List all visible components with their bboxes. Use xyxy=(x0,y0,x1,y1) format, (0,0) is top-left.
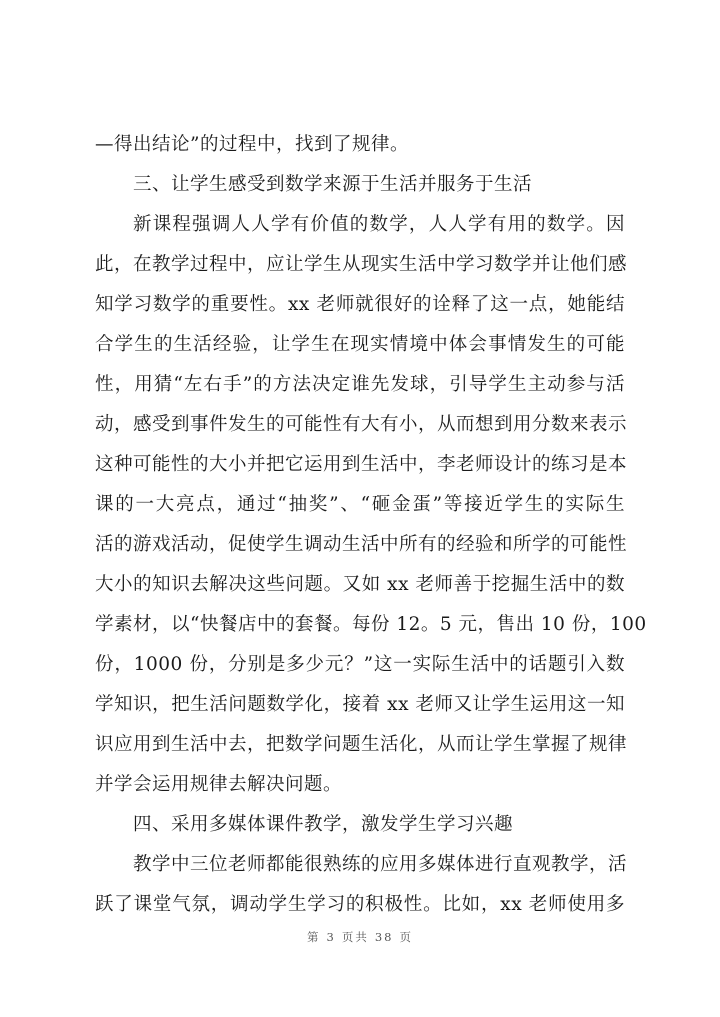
footer-middle: 页共 xyxy=(341,930,369,944)
text-line: —得出结论”的过程中，找到了规律。 xyxy=(95,134,409,155)
text-line: 这种可能性的大小并把它运用到生活中，李老师设计的练习是本 xyxy=(95,454,628,475)
text-line: 教学中三位老师都能很熟练的应用多媒体进行直观教学，活 xyxy=(133,854,628,875)
text-line: 性，用猜“左右手”的方法决定谁先发球，引导学生主动参与活 xyxy=(95,374,625,395)
footer-suffix: 页 xyxy=(399,930,413,944)
text-line: 识应用到生活中去，把数学问题生活化，从而让学生掌握了规律 xyxy=(95,734,628,755)
text-line: 课的一大亮点，通过“抽奖”、“砸金蛋”等接近学生的实际生 xyxy=(95,494,625,515)
text-line: 大小的知识去解决这些问题。又如 xx 老师善于挖掘生活中的数 xyxy=(95,574,625,595)
text-line: 知学习数学的重要性。xx 老师就很好的诠释了这一点，她能结 xyxy=(95,294,625,315)
text-line: 新课程强调人人学有价值的数学，人人学有用的数学。因 xyxy=(133,214,625,235)
section-heading: 三、让学生感受到数学来源于生活并服务于生活 xyxy=(133,174,533,195)
section-heading: 四、采用多媒体课件教学，激发学生学习兴趣 xyxy=(133,814,514,835)
footer-total-pages: 38 xyxy=(374,930,394,944)
text-line: 合学生的生活经验，让学生在现实情境中体会事情发生的可能 xyxy=(95,334,625,355)
text-line: 活的游戏活动，促使学生调动生活中所有的经验和所学的可能性 xyxy=(95,534,628,555)
footer-prefix: 第 xyxy=(307,930,321,944)
text-line: 学素材，以“快餐店中的套餐。每份 12。5 元，售出 10 份，100 xyxy=(95,614,647,635)
text-line: 跃了课堂气氛，调动学生学习的积极性。比如，xx 老师使用多 xyxy=(95,894,625,915)
text-line: 学知识，把生活问题数学化，接着 xx 老师又让学生运用这一知 xyxy=(95,694,625,715)
text-line: 并学会运用规律去解决问题。 xyxy=(95,774,343,795)
text-line: 动，感受到事件发生的可能性有大有小，从而想到用分数来表示 xyxy=(95,414,628,435)
footer-current-page: 3 xyxy=(326,930,336,944)
page-footer xyxy=(0,929,720,945)
text-line: 此，在教学过程中，应让学生从现实生活中学习数学并让他们感 xyxy=(95,254,628,275)
text-line: 份，1000 份，分别是多少元？”这一实际生活中的话题引入数 xyxy=(95,654,625,675)
